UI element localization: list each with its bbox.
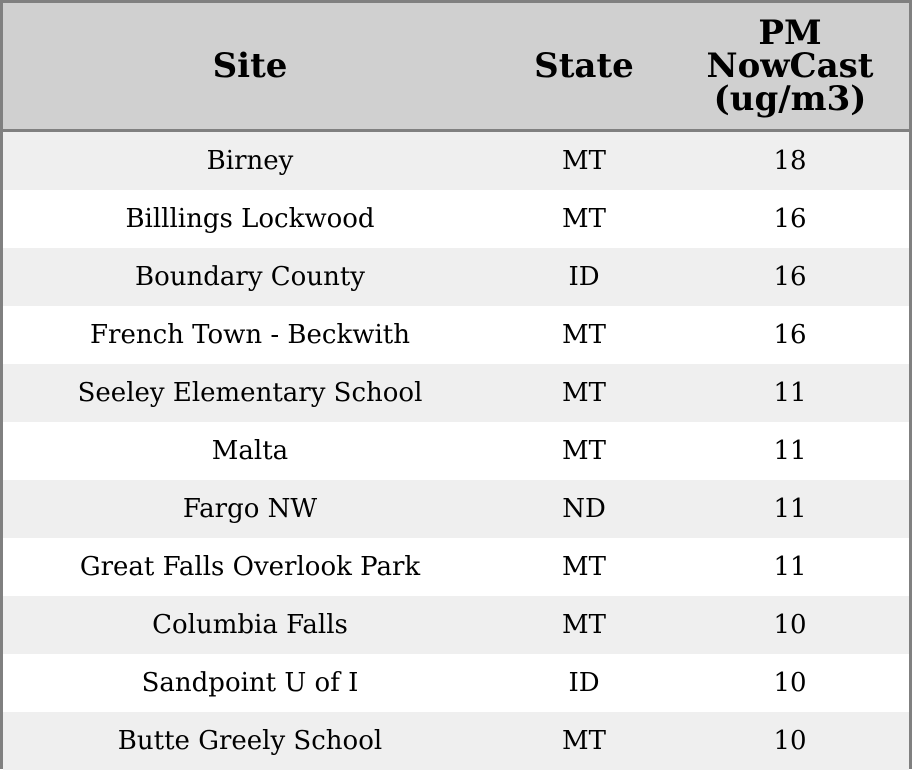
column-header-site (3, 3, 497, 131)
header-state-text: State (497, 49, 671, 83)
site-cell: Butte Greely School (3, 712, 497, 770)
state-cell: MT (497, 306, 671, 364)
pm-value-cell: 16 (671, 190, 909, 248)
table-row (3, 190, 909, 248)
pm-value-cell: 18 (671, 131, 909, 191)
pm-value-cell: 16 (671, 306, 909, 364)
header-row (3, 3, 909, 131)
pm-value-cell: 10 (671, 654, 909, 712)
table-row (3, 654, 909, 712)
state-cell: MT (497, 596, 671, 654)
site-cell: Malta (3, 422, 497, 480)
site-cell: Great Falls Overlook Park (3, 538, 497, 596)
site-cell: Birney (3, 131, 497, 191)
table-row (3, 131, 909, 191)
header-site-text: Site (3, 49, 497, 83)
state-cell: MT (497, 538, 671, 596)
pm-value-cell: 11 (671, 364, 909, 422)
table-row (3, 538, 909, 596)
state-cell: MT (497, 422, 671, 480)
site-cell: Columbia Falls (3, 596, 497, 654)
pm-value-cell: 10 (671, 596, 909, 654)
table-row (3, 480, 909, 538)
header-pm-line-3: (ug/m3) (671, 83, 909, 116)
pm-nowcast-table (3, 3, 909, 770)
pm-value-cell: 16 (671, 248, 909, 306)
state-cell: MT (497, 131, 671, 191)
state-cell: MT (497, 364, 671, 422)
pm-value-cell: 11 (671, 480, 909, 538)
table-row (3, 712, 909, 770)
pm-value-cell: 11 (671, 538, 909, 596)
site-cell: Boundary County (3, 248, 497, 306)
state-cell: MT (497, 190, 671, 248)
pm-value-cell: 11 (671, 422, 909, 480)
site-cell: French Town - Beckwith (3, 306, 497, 364)
state-cell: ND (497, 480, 671, 538)
site-cell: Billlings Lockwood (3, 190, 497, 248)
table-row (3, 248, 909, 306)
column-header-pm-nowcast (671, 3, 909, 131)
table-header (3, 3, 909, 131)
table-row (3, 364, 909, 422)
table-row (3, 596, 909, 654)
state-cell: ID (497, 248, 671, 306)
site-cell: Fargo NW (3, 480, 497, 538)
table-row (3, 306, 909, 364)
header-pm-line-1: PM (671, 17, 909, 50)
table-row (3, 422, 909, 480)
state-cell: ID (497, 654, 671, 712)
state-cell: MT (497, 712, 671, 770)
pm-value-cell: 10 (671, 712, 909, 770)
header-pm-line-2: NowCast (671, 50, 909, 83)
column-header-state (497, 3, 671, 131)
site-cell: Sandpoint U of I (3, 654, 497, 712)
table-body (3, 131, 909, 770)
site-cell: Seeley Elementary School (3, 364, 497, 422)
